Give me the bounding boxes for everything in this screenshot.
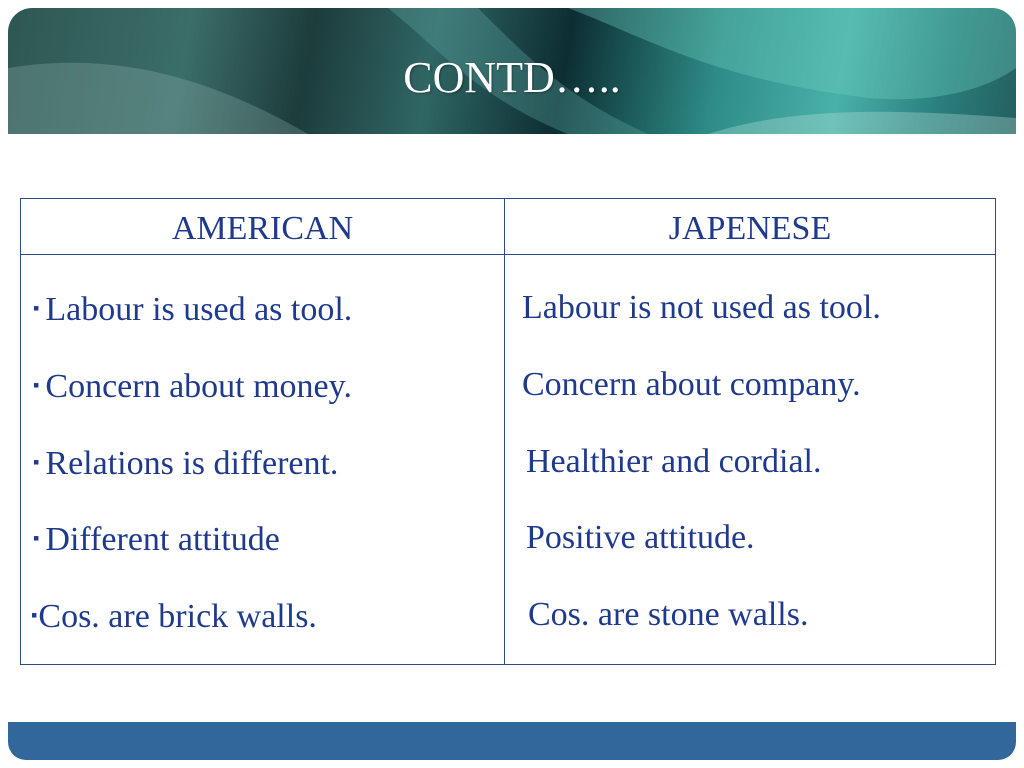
japanese-cell: Healthier and cordial. [526, 443, 822, 480]
column-divider [504, 199, 505, 664]
american-cell: ▪ Labour is used as tool. [33, 291, 353, 328]
bullet-icon: ▪ [33, 375, 40, 395]
column-header-american: AMERICAN [171, 210, 354, 247]
japanese-cell: Labour is not used as tool. [522, 289, 881, 326]
japanese-cell: Concern about company. [522, 366, 861, 403]
japanese-cell: Positive attitude. [526, 519, 755, 556]
column-header-japanese: JAPENESE [668, 210, 832, 247]
comparison-table [20, 198, 996, 665]
american-cell: ▪ Different attitude [33, 521, 280, 558]
footer-bar [8, 722, 1016, 760]
slide-title: CONTD….. [403, 53, 621, 102]
bullet-icon: ▪ [33, 528, 40, 548]
american-cell: ▪ Concern about money. [33, 368, 352, 405]
bullet-icon: ▪ [31, 605, 38, 625]
american-cell: ▪ Relations is different. [33, 445, 339, 482]
american-cell: ▪Cos. are brick walls. [31, 598, 317, 635]
header-divider [21, 254, 995, 255]
bullet-icon: ▪ [33, 298, 40, 318]
japanese-cell: Cos. are stone walls. [528, 596, 809, 633]
bullet-icon: ▪ [33, 452, 40, 472]
